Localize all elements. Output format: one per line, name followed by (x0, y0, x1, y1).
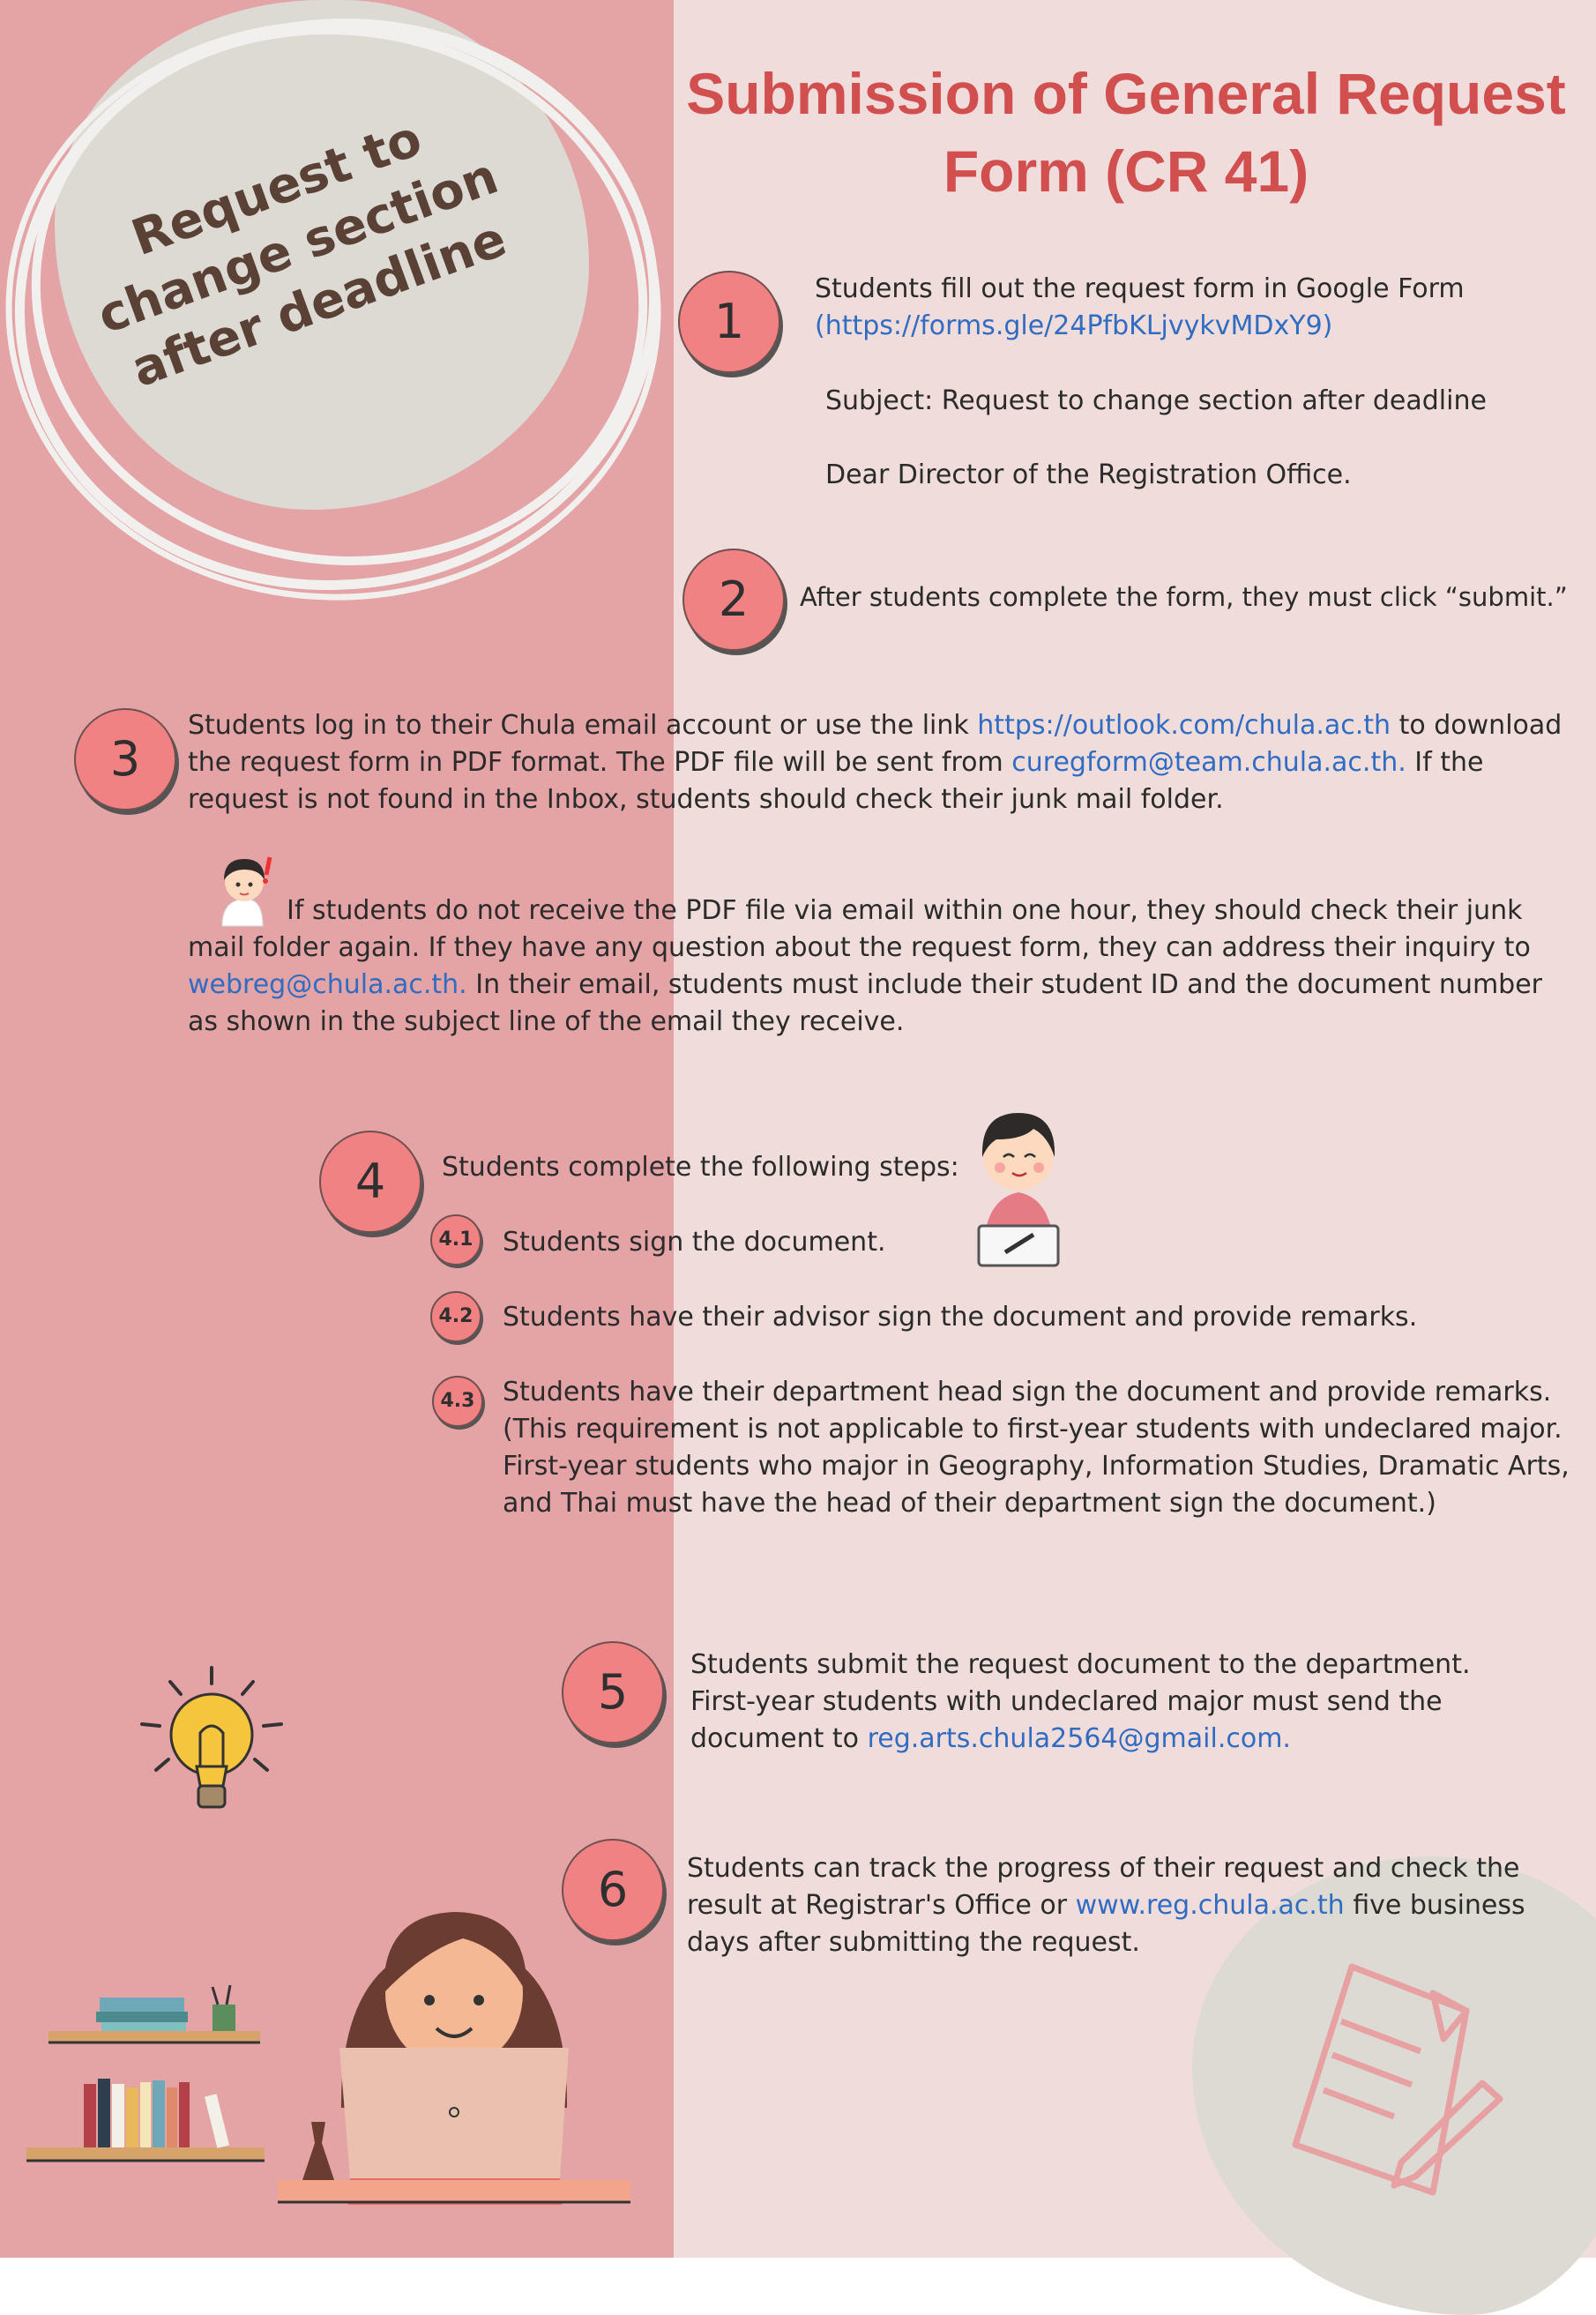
note-part-1: If students do not receive the PDF file via email within one hour, they should check their junk mail folder again. If they have any question about the request form, they can address their inquiry to (188, 895, 1531, 963)
reg-chula-link[interactable]: www.reg.chula.ac.th (1075, 1890, 1345, 1921)
step-4-2-number: 4.2 (430, 1291, 481, 1342)
step-4-number: 4 (319, 1131, 421, 1233)
step-4-1-number: 4.1 (430, 1214, 481, 1266)
step-2-text: After students complete the form, they must click “submit.” (800, 582, 1568, 612)
step-6-part-1: Students can track the progress of their request and check the result at Registrar's Office or (687, 1853, 1520, 1921)
step-1-subject: Subject: Request to change section after deadline (825, 385, 1487, 416)
step-3-text (188, 707, 1563, 818)
step-3-part-1: Students log in to their Chula email account or use the link (188, 710, 978, 741)
step-1-line: Students fill out the request form in Google Form (815, 273, 1465, 304)
note-text (188, 892, 1563, 1041)
document-pen-icon (1283, 1958, 1512, 2205)
note-part-2: In their email, students must include their student ID and the document number as shown in the subject line of the email they receive. (188, 969, 1543, 1037)
outlook-link[interactable]: https://outlook.com/chula.ac.th (977, 710, 1391, 741)
step-5-number: 5 (562, 1641, 664, 1744)
lightbulb-icon (137, 1662, 287, 1821)
step-3-part-3: If the request is not found in the Inbox, students should check their junk mail folder. (188, 747, 1484, 815)
bookshelf-icon (22, 1980, 269, 2183)
step-3-part-2: to download the request form in PDF format. The PDF file will be sent from (188, 710, 1562, 778)
step-4-3-number: 4.3 (432, 1376, 483, 1427)
step-4-1-text: Students sign the document. (503, 1227, 886, 1258)
badge-title: Request to change section after deadline (90, 109, 514, 400)
step-4-text: Students complete the following steps: (442, 1152, 959, 1183)
step-2-number: 2 (682, 549, 785, 651)
step-1-number: 1 (678, 271, 780, 373)
woman-laptop-icon (269, 1852, 639, 2214)
step-4-3-text: Students have their department head sign the document and provide remarks. (This requirement is not applicable to first-year students with undeclared major. First-year students who major in Geography, Information Studies, Dramatic Arts, and Thai must have the head of their department sign the document.) (503, 1377, 1570, 1519)
step-6-text (687, 1850, 1551, 1961)
curegform-email-link[interactable]: curegform@team.chula.ac.th. (1011, 747, 1406, 778)
google-form-link[interactable]: (https://forms.gle/24PfbKLjvykvMDxY9) (815, 310, 1333, 341)
step-4-2-text: Students have their advisor sign the document and provide remarks. (503, 1302, 1418, 1333)
step-1-text (815, 271, 1573, 345)
reg-arts-email-link[interactable]: reg.arts.chula2564@gmail.com. (867, 1723, 1291, 1754)
step-5-part-1: Students submit the request document to the department. First-year students with undeclared major must send the document to (690, 1649, 1471, 1754)
step-6-part-2: five business days after submitting the request. (687, 1890, 1525, 1958)
step-6-number: 6 (562, 1839, 664, 1941)
step-1-greeting: Dear Director of the Registration Office. (825, 459, 1352, 490)
step-5-text (690, 1647, 1510, 1758)
step-3-number: 3 (74, 708, 176, 810)
webreg-email-link[interactable]: webreg@chula.ac.th. (188, 969, 467, 1000)
page-title: Submission of General Request Form (CR 41) (686, 61, 1566, 204)
